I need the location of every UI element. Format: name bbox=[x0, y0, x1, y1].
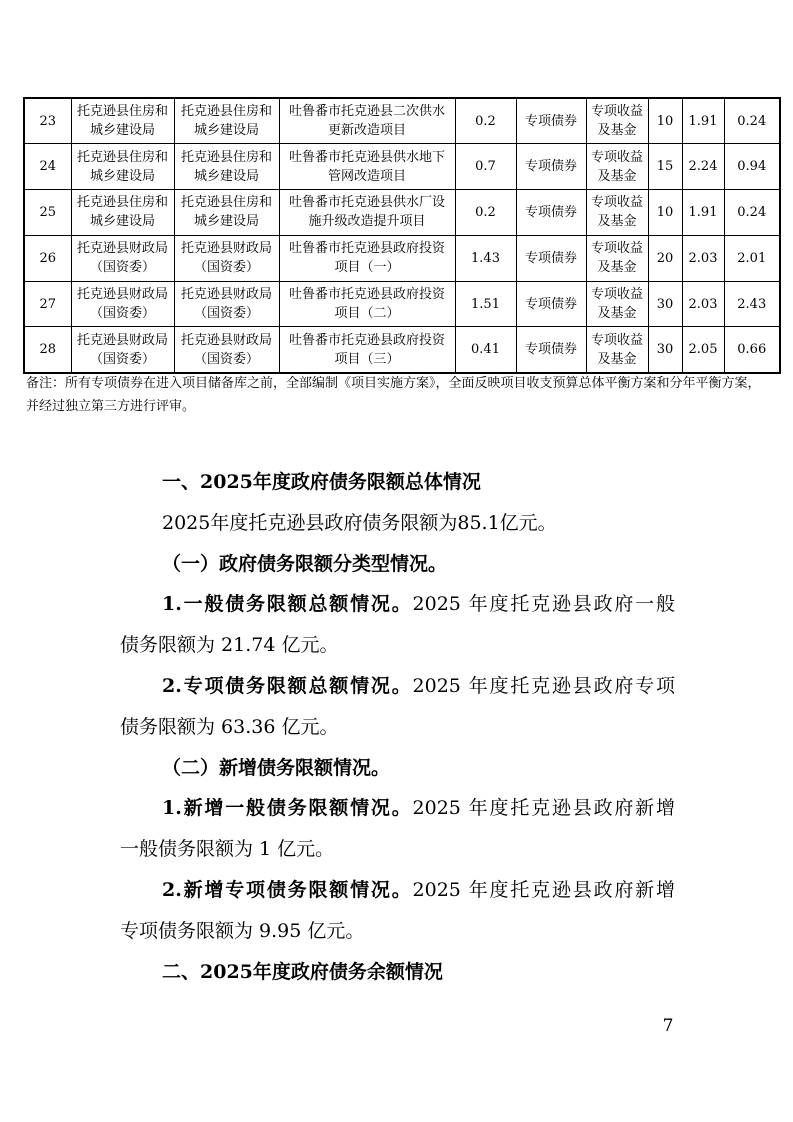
cell-amount: 0.94 bbox=[724, 144, 780, 190]
table-row bbox=[24, 98, 780, 144]
bold-run: 一、2025年度政府债务限额总体情况 bbox=[162, 471, 481, 493]
cell-project: 吐鲁番市托克逊县二次供水更新改造项目 bbox=[279, 98, 455, 144]
cell-dept: 托克逊县住房和城乡建设局 bbox=[71, 190, 174, 236]
cell-amount: 0.24 bbox=[724, 190, 780, 236]
para-new-general-line2 bbox=[120, 829, 675, 870]
cell-source: 专项收益及基金 bbox=[586, 327, 648, 373]
cell-unit: 托克逊县住房和城乡建设局 bbox=[174, 98, 279, 144]
para-total-limit bbox=[120, 503, 675, 544]
cell-source: 专项收益及基金 bbox=[586, 281, 648, 327]
cell-type: 专项债券 bbox=[516, 281, 586, 327]
cell-scale: 1.43 bbox=[455, 235, 516, 281]
table-row bbox=[24, 281, 780, 327]
text-run: 债务限额为 21.74 亿元。 bbox=[120, 634, 339, 657]
cell-scale: 0.2 bbox=[455, 98, 516, 144]
cell-rate: 2.03 bbox=[682, 235, 724, 281]
cell-amount: 0.66 bbox=[724, 327, 780, 373]
text-run: 2025 年度托克逊县政府新增 bbox=[412, 878, 675, 901]
table-row bbox=[24, 235, 780, 281]
special-bond-table bbox=[23, 97, 781, 374]
cell-source: 专项收益及基金 bbox=[586, 144, 648, 190]
cell-amount: 0.24 bbox=[724, 98, 780, 144]
heading-sub-1 bbox=[120, 544, 675, 585]
cell-no: 26 bbox=[24, 235, 71, 281]
cell-rate: 1.91 bbox=[682, 98, 724, 144]
heading-section-2 bbox=[120, 952, 675, 993]
cell-scale: 0.41 bbox=[455, 327, 516, 373]
cell-no: 28 bbox=[24, 327, 71, 373]
cell-no: 23 bbox=[24, 98, 71, 144]
table-row bbox=[24, 144, 780, 190]
cell-dept: 托克逊县住房和城乡建设局 bbox=[71, 98, 174, 144]
para-special-limit-line2 bbox=[120, 707, 675, 748]
bold-run: 2.专项债务限额总额情况。 bbox=[162, 674, 413, 697]
cell-term: 10 bbox=[648, 98, 682, 144]
body-text-block bbox=[120, 462, 675, 992]
cell-term: 30 bbox=[648, 281, 682, 327]
bond-table-wrap bbox=[23, 97, 781, 374]
cell-scale: 1.51 bbox=[455, 281, 516, 327]
cell-scale: 0.2 bbox=[455, 190, 516, 236]
para-general-limit-line1 bbox=[120, 584, 675, 625]
cell-unit: 托克逊县财政局（国资委） bbox=[174, 235, 279, 281]
cell-type: 专项债券 bbox=[516, 144, 586, 190]
cell-type: 专项债券 bbox=[516, 98, 586, 144]
heading-sub-2 bbox=[120, 748, 675, 789]
cell-rate: 2.03 bbox=[682, 281, 724, 327]
text-run: 一般债务限额为 1 亿元。 bbox=[120, 838, 335, 861]
cell-rate: 1.91 bbox=[682, 190, 724, 236]
cell-unit: 托克逊县住房和城乡建设局 bbox=[174, 144, 279, 190]
cell-term: 20 bbox=[648, 235, 682, 281]
text-run: 2025 年度托克逊县政府专项 bbox=[412, 674, 675, 697]
cell-no: 27 bbox=[24, 281, 71, 327]
bold-run: 2.新增专项债务限额情况。 bbox=[162, 878, 413, 901]
cell-amount: 2.43 bbox=[724, 281, 780, 327]
cell-dept: 托克逊县住房和城乡建设局 bbox=[71, 144, 174, 190]
cell-type: 专项债券 bbox=[516, 190, 586, 236]
cell-dept: 托克逊县财政局（国资委） bbox=[71, 327, 174, 373]
para-general-limit-line2 bbox=[120, 625, 675, 666]
cell-source: 专项收益及基金 bbox=[586, 98, 648, 144]
cell-dept: 托克逊县财政局（国资委） bbox=[71, 281, 174, 327]
cell-unit: 托克逊县财政局（国资委） bbox=[174, 327, 279, 373]
cell-term: 30 bbox=[648, 327, 682, 373]
text-run: 2025 年度托克逊县政府新增 bbox=[412, 797, 675, 820]
cell-type: 专项债券 bbox=[516, 235, 586, 281]
cell-term: 15 bbox=[648, 144, 682, 190]
para-special-limit-line1 bbox=[120, 666, 675, 707]
cell-rate: 2.05 bbox=[682, 327, 724, 373]
cell-source: 专项收益及基金 bbox=[586, 190, 648, 236]
cell-type: 专项债券 bbox=[516, 327, 586, 373]
cell-no: 24 bbox=[24, 144, 71, 190]
cell-scale: 0.7 bbox=[455, 144, 516, 190]
heading-section-1 bbox=[120, 462, 675, 503]
text-run: 债务限额为 63.36 亿元。 bbox=[120, 715, 339, 738]
cell-source: 专项收益及基金 bbox=[586, 235, 648, 281]
cell-unit: 托克逊县财政局（国资委） bbox=[174, 281, 279, 327]
cell-amount: 2.01 bbox=[724, 235, 780, 281]
cell-term: 10 bbox=[648, 190, 682, 236]
cell-rate: 2.24 bbox=[682, 144, 724, 190]
bold-run: （一）政府债务限额分类型情况。 bbox=[162, 552, 448, 575]
bold-run: （二）新增债务限额情况。 bbox=[162, 756, 391, 779]
cell-no: 25 bbox=[24, 190, 71, 236]
text-run: 2025年度托克逊县政府债务限额为85.1亿元。 bbox=[162, 511, 557, 534]
cell-project: 吐鲁番市托克逊县政府投资项目（二） bbox=[279, 281, 455, 327]
para-new-general-line1 bbox=[120, 788, 675, 829]
para-new-special-line2 bbox=[120, 911, 675, 952]
cell-project: 吐鲁番市托克逊县政府投资项目（三） bbox=[279, 327, 455, 373]
text-run: 2025 年度托克逊县政府一般 bbox=[412, 593, 675, 616]
cell-unit: 托克逊县住房和城乡建设局 bbox=[174, 190, 279, 236]
bold-run: 二、2025年度政府债务余额情况 bbox=[162, 960, 443, 983]
text-run: 专项债务限额为 9.95 亿元。 bbox=[120, 919, 365, 942]
cell-dept: 托克逊县财政局（国资委） bbox=[71, 235, 174, 281]
cell-project: 吐鲁番市托克逊县供水地下管网改造项目 bbox=[279, 144, 455, 190]
table-row bbox=[24, 190, 780, 236]
cell-project: 吐鲁番市托克逊县供水厂设施升级改造提升项目 bbox=[279, 190, 455, 236]
table-footnote: 备注：所有专项债券在进入项目储备库之前，全部编制《项目实施方案》，全面反映项目收支预算总体平衡方案和分年平衡方案，并经过独立第三方进行评审。 bbox=[26, 376, 761, 414]
cell-project: 吐鲁番市托克逊县政府投资项目（一） bbox=[279, 235, 455, 281]
page-number: 7 bbox=[662, 1016, 674, 1036]
bold-run: 1.一般债务限额总额情况。 bbox=[162, 593, 413, 616]
table-row bbox=[24, 327, 780, 373]
para-new-special-line1 bbox=[120, 870, 675, 911]
bold-run: 1.新增一般债务限额情况。 bbox=[162, 797, 413, 820]
